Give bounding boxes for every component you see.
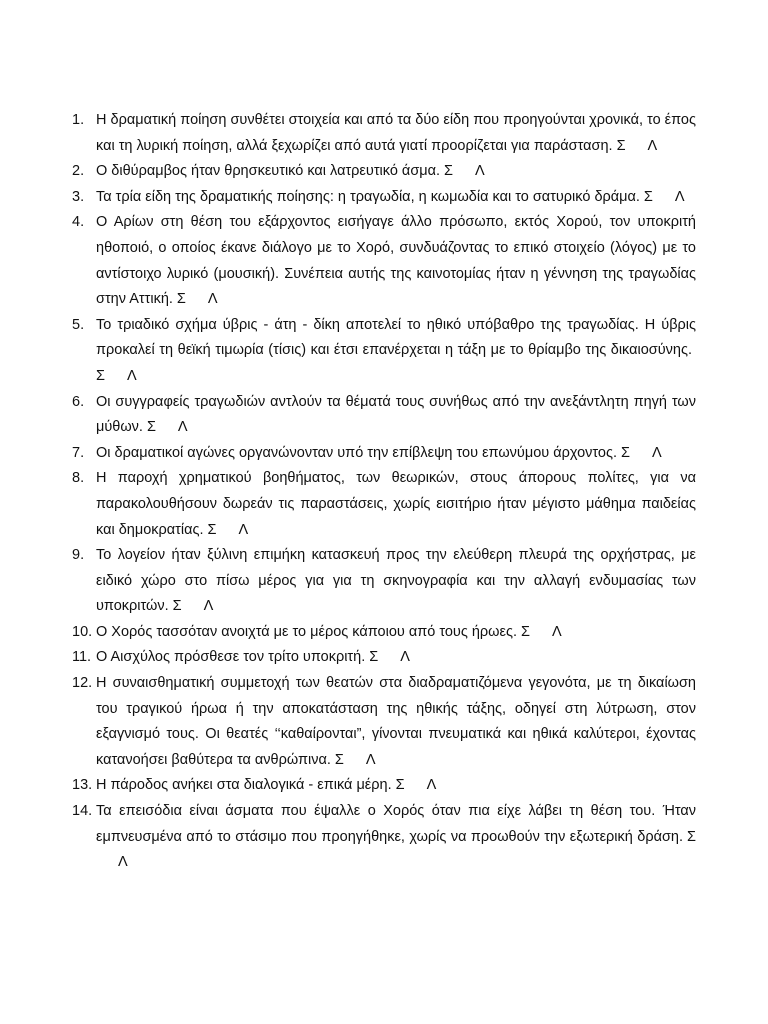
false-option[interactable]: Λ (400, 649, 410, 666)
question-item (72, 645, 696, 671)
false-option[interactable]: Λ (426, 777, 437, 794)
question-item (72, 671, 696, 773)
statement: Η συναισθηματική συμμετοχή των θεατών στα διαδραματιζόμενα γεγονότα, με τη δικαίωση του τραγικού ήρωα ή την αποκατάσταση της ηθικής τάξης, οδηγεί στη λύτρωση, στον εξαγνισμό τους. Οι θεατές ‘‘καθαίρονται”, γίνονται πνευματικά και ηθικά καλύτεροι, έχοντας κατανοήσει βαθύτερα τα ανθρώπινα. (96, 675, 696, 768)
true-option[interactable]: Σ (520, 623, 530, 640)
false-option[interactable]: Λ (118, 854, 128, 871)
question-number: 13. (72, 777, 93, 794)
statement: Τα τρία είδη της δραματικής ποίησης: η τραγωδία, η κωμωδία και το σατυρικό δράμα. (96, 188, 640, 205)
false-option[interactable]: Λ (651, 444, 662, 461)
question-number: 11. (72, 649, 92, 666)
statement: Το λογείον ήταν ξύλινη επιμήκη κατασκευή προς την ελεύθερη πλευρά της ορχήστρας, με ειδικό χώρο στο πίσω μέρος για για τη σκηνογραφία και την αλλαγή ενδυμασίας των υποκριτών. (96, 547, 696, 615)
false-option[interactable]: Λ (647, 137, 658, 154)
true-option[interactable]: Σ (96, 367, 105, 384)
question-number: 14. (72, 803, 93, 820)
question-number: 9. (72, 547, 85, 564)
question-text (96, 671, 696, 773)
question-text (96, 390, 696, 441)
question-item (72, 773, 696, 799)
question-text (96, 210, 696, 312)
question-item (72, 185, 696, 211)
question-item (72, 466, 696, 543)
false-option[interactable]: Λ (365, 751, 376, 768)
statement: Η δραματική ποίηση συνθέτει στοιχεία και από τα δύο είδη που προηγούνται χρονικά, το έπος και τη λυρική ποίηση, αλλά ξεχωρίζει από αυτά γιατί προορίζεται για παράσταση. (96, 112, 696, 154)
question-item (72, 390, 696, 441)
question-number: 5. (72, 316, 85, 333)
false-option[interactable]: Λ (126, 367, 137, 384)
question-text (96, 645, 696, 671)
statement: Οι συγγραφείς τραγωδιών αντλούν τα θέματά τους συνήθως από την ανεξάντλητη πηγή των μύθων. (96, 393, 696, 436)
question-number: 4. (72, 214, 85, 231)
statement: Η παροχή χρηματικού βοηθήματος, των θεωρικών, στους άπορους πολίτες, για να παρακολουθήσουν δωρεάν τις παραστάσεις, χωρίς εισιτήριο ήταν μέγιστο μάθημα παιδείας και δημοκρατίας. (96, 470, 696, 538)
question-text (96, 108, 696, 159)
statement: Ο Χορός τασσόταν ανοιχτά με το μέρος κάποιου από τους ήρωες. (96, 623, 517, 640)
true-option[interactable]: Σ (687, 828, 696, 845)
statement: Ο Αισχύλος πρόσθεσε τον τρίτο υποκριτή. (96, 649, 366, 666)
statement: Ο Αρίων στη θέση του εξάρχοντος εισήγαγε άλλο πρόσωπο, εκτός Χορού, τον υποκριτή ηθοποιό, ο οποίος έκανε διάλογο με το Χορό, συνδυάζοντας το επικό στοιχείο (λόγος) με το αντίστοιχο λυρικό (μουσική). Συνέπεια αυτής της καινοτομίας ήταν η γέννηση της τραγωδίας στην Αττική. (96, 214, 696, 308)
statement: Η πάροδος ανήκει στα διαλογικά - επικά μέρη. (96, 777, 392, 794)
question-text (96, 185, 696, 211)
false-option[interactable]: Λ (674, 188, 685, 205)
true-option[interactable]: Σ (444, 163, 454, 180)
false-option[interactable]: Λ (475, 163, 485, 180)
question-item (72, 313, 696, 390)
question-text (96, 466, 696, 543)
question-number: 2. (72, 163, 85, 180)
true-option[interactable]: Σ (616, 137, 626, 154)
statement: Ο διθύραμβος ήταν θρησκευτικό και λατρευτικό άσμα. (96, 163, 441, 180)
question-item (72, 210, 696, 312)
true-option[interactable]: Σ (207, 521, 217, 538)
statement: Το τριαδικό σχήμα ύβρις - άτη - δίκη αποτελεί το ηθικό υπόβαθρο της τραγωδίας. Η ύβρις προκαλεί τη θεϊκή τιμωρία (τίσις) και έτσι επανέρχεται η τάξη με το θρίαμβο της δικαιοσύνης. (96, 316, 696, 359)
question-number: 3. (72, 188, 85, 205)
question-item (72, 108, 696, 159)
true-option[interactable]: Σ (334, 751, 344, 768)
question-text (96, 543, 696, 620)
true-option[interactable]: Σ (176, 291, 186, 308)
question-number: 7. (72, 444, 85, 461)
false-option[interactable]: Λ (203, 598, 214, 615)
true-option[interactable]: Σ (643, 188, 653, 205)
true-option[interactable]: Σ (620, 444, 630, 461)
question-number: 1. (72, 112, 85, 128)
question-text (96, 620, 696, 646)
question-list (72, 108, 696, 876)
question-text (96, 159, 696, 185)
question-number: 12. (72, 675, 93, 692)
question-text (96, 441, 696, 467)
false-option[interactable]: Λ (551, 623, 562, 640)
question-number: 6. (72, 393, 85, 410)
question-item (72, 159, 696, 185)
statement: Τα επεισόδια είναι άσματα που έψαλλε ο Χορός όταν πια είχε λάβει τη θέση του. Ήταν εμπνευσμένα από το στάσιμο που προηγήθηκε, χωρίς να προωθούν την εξωτερική δράση. (96, 803, 696, 845)
question-text (96, 313, 696, 390)
false-option[interactable]: Λ (238, 521, 249, 538)
question-item (72, 441, 696, 467)
false-option[interactable]: Λ (207, 291, 218, 308)
question-item (72, 799, 696, 876)
true-option[interactable]: Σ (172, 598, 182, 615)
statement: Οι δραματικοί αγώνες οργανώνονταν υπό την επίβλεψη του επωνύμου άρχοντος. (96, 444, 617, 461)
true-option[interactable]: Σ (369, 649, 379, 666)
false-option[interactable]: Λ (177, 419, 188, 436)
question-number: 8. (72, 470, 85, 487)
question-text (96, 773, 696, 799)
question-item (72, 543, 696, 620)
question-text (96, 799, 696, 876)
question-item (72, 620, 696, 646)
true-option[interactable]: Σ (146, 419, 156, 436)
question-number: 10. (72, 623, 93, 640)
true-option[interactable]: Σ (395, 777, 405, 794)
